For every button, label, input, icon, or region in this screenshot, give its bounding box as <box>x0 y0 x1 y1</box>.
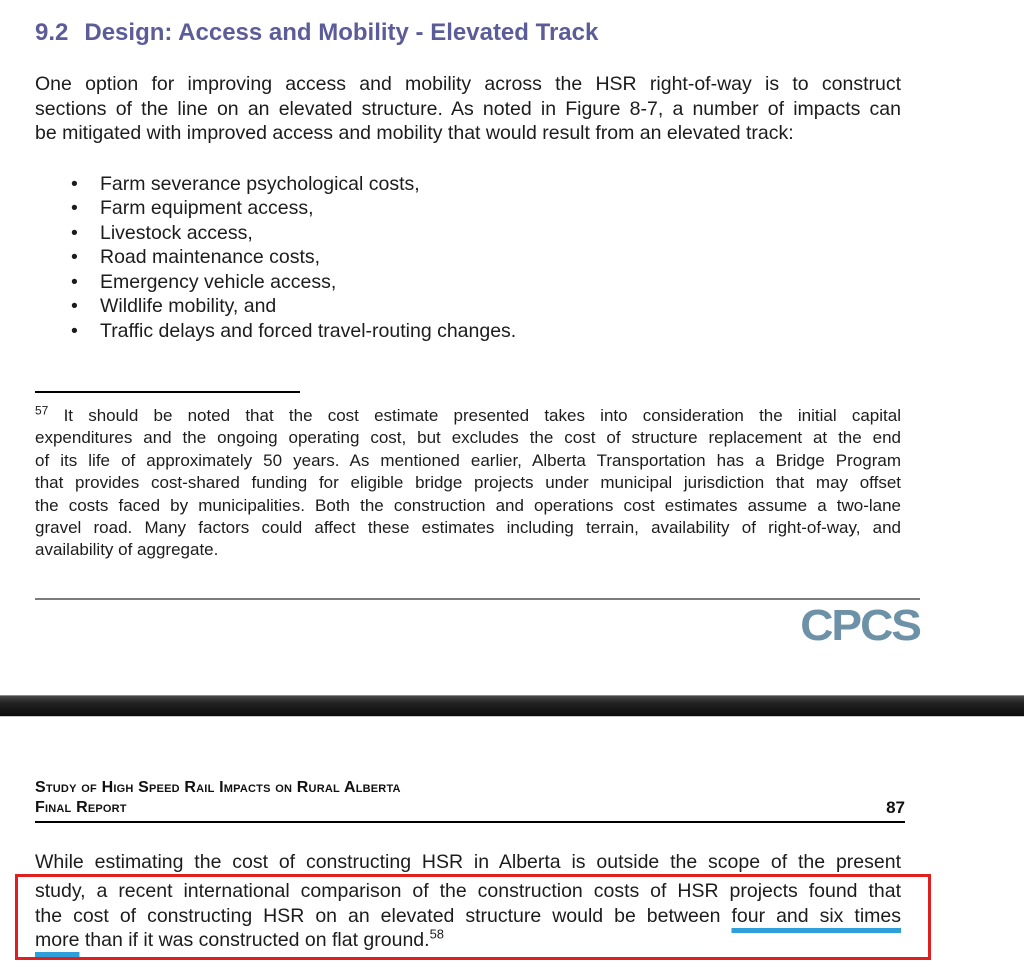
closing-line-2: study, a recent international comparison of the construction costs of HSR projects found that <box>35 880 901 903</box>
footnote-marker: 57 <box>35 403 49 418</box>
page-break-band <box>0 695 1024 717</box>
header-rule <box>35 821 905 823</box>
section-title: Design: Access and Mobility - Elevated Track <box>84 19 599 46</box>
highlight-box <box>15 874 931 960</box>
page-number: 87 <box>886 797 905 817</box>
footer-logo-row <box>35 600 920 650</box>
footnote-57 <box>35 405 901 562</box>
report-header-titles <box>35 778 401 818</box>
closing-line-4 <box>35 928 901 953</box>
footnote-line: the costs faced by municipalities. Both the construction and operations cost estimates assume a two-lane <box>35 495 901 515</box>
closing-line-4-text: than if it was constructed on flat ground. <box>84 929 430 952</box>
impact-list-item: • Farm severance psychological costs, <box>35 172 901 197</box>
report-header <box>35 778 905 818</box>
footnote-separator <box>35 391 300 393</box>
impact-list-item: • Road maintenance costs, <box>35 245 901 270</box>
intro-paragraph-line: sections of the line on an elevated structure. As noted in Figure 8-7, a number of impacts can <box>35 97 901 120</box>
intro-paragraph-line: be mitigated with improved access and mobility that would result from an elevated track: <box>35 122 794 144</box>
intro-paragraph-line: One option for improving access and mobility across the HSR right-of-way is to construct <box>35 73 901 95</box>
impact-list-item: • Wildlife mobility, and <box>35 294 901 319</box>
intro-paragraph <box>35 72 901 146</box>
footnote-ref-58: 58 <box>429 926 445 942</box>
footnote-first-line <box>35 405 901 427</box>
impact-list-item: • Livestock access, <box>35 221 901 246</box>
footnote-line: expenditures and the ongoing operating cost, but excludes the cost of structure replacement at the end <box>35 428 901 448</box>
impact-list-item: • Farm equipment access, <box>35 196 901 221</box>
report-subtitle: Final Report <box>35 798 127 816</box>
footnote-line: that provides cost-shared funding for eligible bridge projects under municipal jurisdiction that may offset <box>35 473 901 493</box>
impact-list-item: • Emergency vehicle access, <box>35 270 901 295</box>
footnote-line: availability of aggregate. <box>35 540 219 560</box>
closing-line-3-text: the cost of constructing HSR on an elevated structure would be between <box>35 904 721 927</box>
footnote-first-line-text: It should be noted that the cost estimate presented takes into consideration the initial capital <box>63 406 901 425</box>
closing-paragraph <box>35 850 901 960</box>
closing-line-3 <box>35 904 901 929</box>
cpcs-logo: CPCS <box>800 600 920 650</box>
footnote-line: gravel road. Many factors could affect these estimates including terrain, availability of right-of-way, and <box>35 518 901 538</box>
section-heading <box>35 19 901 47</box>
closing-line-1: While estimating the cost of constructing HSR in Alberta is outside the scope of the present <box>35 850 901 873</box>
footer-divider <box>35 598 920 600</box>
blue-underline-phrase: four and six times <box>731 904 901 927</box>
footnote-line: of its life of approximately 50 years. As mentioned earlier, Alberta Transportation has a Bridge Program <box>35 450 901 470</box>
impact-bullet-list <box>35 172 901 344</box>
impact-list-item: • Traffic delays and forced travel-routing changes. <box>35 319 901 344</box>
section-number: 9.2 <box>35 19 69 46</box>
blue-underline-word: more <box>35 929 80 952</box>
report-title: Study of High Speed Rail Impacts on Rural Alberta <box>35 778 401 796</box>
footnote-body <box>35 427 901 561</box>
